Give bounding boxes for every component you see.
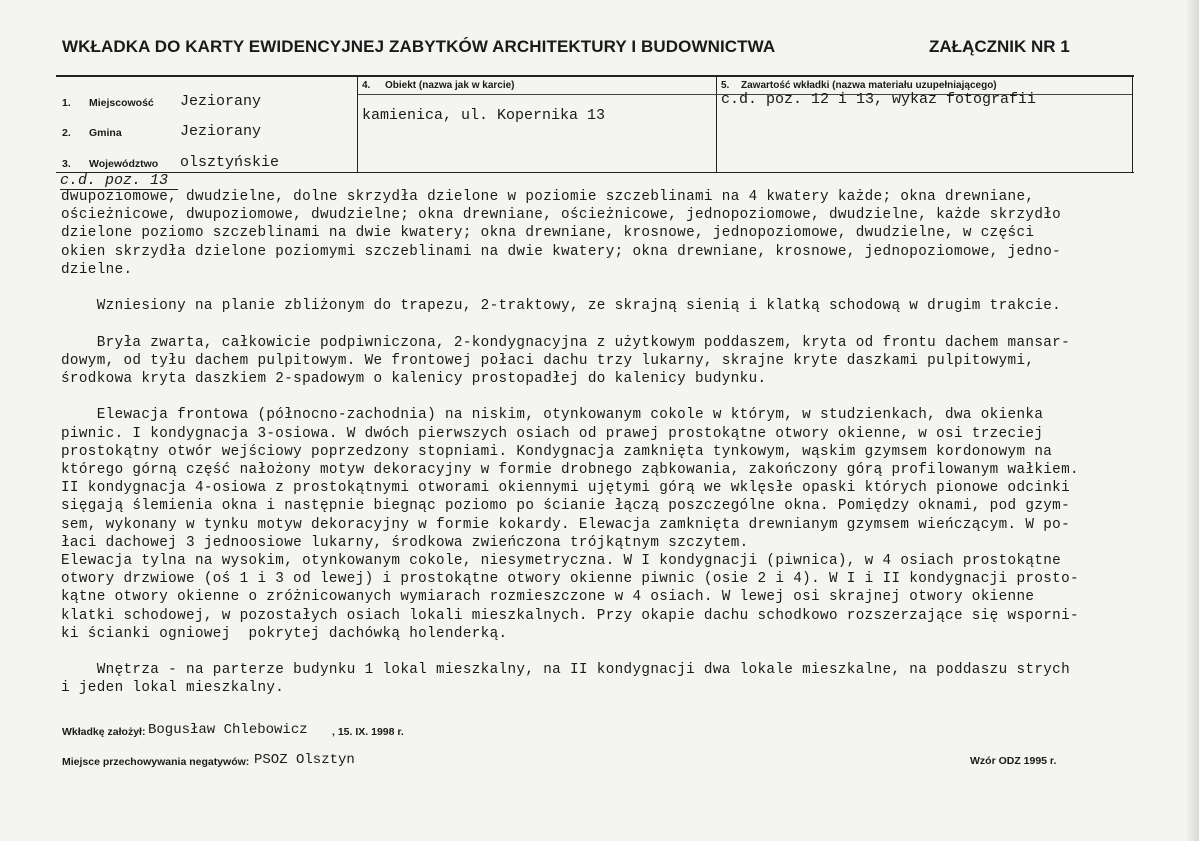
commune-number: 2. (62, 127, 71, 139)
body-line: okien skrzydła dzielone poziomymi szczeblinami na dwie kwatery; okna drewniane, krosnowe, jednopoziomowe, jedno- (61, 243, 1062, 260)
negatives-label: Miejsce przechowywania negatywów: (62, 756, 250, 768)
form-bottom-rule (56, 172, 1134, 173)
form-divider-3 (1132, 76, 1133, 172)
form-divider-1 (357, 76, 358, 172)
body-line: sięgają ślemienia okna i następnie biegnąc poziomo po ścianie łączą poszczególne okna. Pomiędzy oknami, pod gzym- (61, 498, 1071, 515)
body-line: dzielone poziomo szczeblinami na dwie kwatery; okna drewniane, krosnowe, jednopoziomowe, dwudzielne, w części (61, 225, 1035, 242)
object-number: 4. (362, 80, 371, 91)
body-line: Wzniesiony na planie zbliżonym do trapezu, 2-traktowy, ze skrajną sienią i klatką schodową w drugim trakcie. (61, 298, 1062, 315)
locality-label: Miejscowość (89, 97, 154, 109)
annex-label: ZAŁĄCZNIK NR 1 (929, 37, 1070, 56)
page-edge-shadow (1185, 0, 1199, 841)
body-line: którego górną część nałożony motyw dekoracyjny w formie drobnego ząbkowania, zakończony górą profilowanym wałkiem. (61, 462, 1079, 479)
locality-value: Jeziorany (180, 93, 262, 110)
body-line (61, 279, 1136, 297)
body-line: prostokątny otwór wejściowy poprzedzony stopniami. Kondygnacja zamknięta tynkowym, wąskim gzymsem kordonowym na (61, 443, 1053, 460)
body-line (61, 388, 1136, 406)
commune-label: Gmina (89, 127, 122, 139)
body-line: dowym, od tyłu dachem pulpitowym. We frontowej połaci dachu trzy lukarny, skrajne kryte daszkami pulpitowymi, (61, 352, 1035, 369)
body-line: II kondygnacja 4-osiowa z prostokątnymi otworami okiennymi ujętymi górą we wklęsłe opaski których pionowe odcinki (61, 480, 1071, 497)
created-by-value: Bogusław Chlebowicz (148, 722, 308, 738)
contents-label: Zawartość wkładki (nazwa materiału uzupełniającego) (741, 80, 997, 91)
object-value: kamienica, ul. Kopernika 13 (362, 107, 606, 124)
template-label: Wzór ODZ 1995 r. (970, 755, 1057, 767)
body-line: klatki schodowej, w pozostałych osiach lokali mieszkalnych. Przy okapie dachu schodkowo rozszerzające się wsporni- (61, 607, 1079, 624)
object-label: Obiekt (nazwa jak w karcie) (385, 80, 515, 91)
body-line: otwory drzwiowe (oś 1 i 3 od lewej) i prostokątne otwory okienne piwnic (osie 2 i 4). W I i II kondygnacji prosto- (61, 571, 1079, 588)
form-top-rule (56, 75, 1134, 77)
voivodeship-number: 3. (62, 158, 71, 170)
body-line: ościeżnicowe, dwupoziomowe, dwudzielne; okna drewniane, ościeżnicowe, jednopoziomowe, dwudzielne, każde skrzydło (61, 207, 1062, 224)
body-line: ki ścianki ogniowej pokrytej dachówką holenderką. (61, 625, 508, 642)
negatives-value: PSOZ Olsztyn (254, 752, 355, 768)
body-line: dwupoziomowe, dwudzielne, dolne skrzydła dzielone w poziomie szczeblinami na 4 kwatery każde; okna drewniane, (61, 189, 1035, 205)
contents-value: c.d. poz. 12 i 13, wykaz fotografii (721, 91, 1037, 108)
body-line (61, 315, 1136, 333)
body-line: środkowa kryta daszkiem 2-spadowym o kalenicy prostopadłej do kalenicy budynku. (61, 371, 767, 388)
contents-number: 5. (721, 80, 730, 91)
body-line: Elewacja tylna na wysokim, otynkowanym cokole, niesymetryczna. W I kondygnacji (piwnica), w 4 osiach prostokątne (61, 553, 1062, 570)
body-line: sem, wykonany w tynku motyw dekoracyjny w formie kokardy. Elewacja zamknięta drewnianym gzymsem wieńczącym. W po- (61, 516, 1071, 533)
body-line: Elewacja frontowa (północno-zachodnia) na niskim, otynkowanym cokole w którym, w studzienkach, dwa okienka (61, 407, 1044, 424)
body-line: kątne otwory okienne o zróżnicowanych wymiarach rozmieszczone w 4 osiach. W lewej osi skrajnej otwory okienne (61, 589, 1035, 606)
document-title: WKŁADKA DO KARTY EWIDENCYJNEJ ZABYTKÓW ARCHITEKTURY I BUDOWNICTWA (62, 37, 776, 56)
created-by-label: Wkładkę założył: (62, 726, 146, 738)
description-body (61, 188, 1136, 698)
body-line: piwnic. I kondygnacja 3-osiowa. W dwóch pierwszych osiach od prawej prostokątne otwory okienne, w osi trzeciej (61, 425, 1044, 442)
voivodeship-label: Województwo (89, 158, 159, 170)
body-line: dzielne. (61, 261, 133, 278)
body-line: łaci dachowej 3 jednoosiowe lukarny, środkowa zwieńczona trójkątnym szczytem. (61, 534, 749, 551)
form-divider-2 (716, 76, 717, 172)
created-date: , 15. IX. 1998 r. (332, 726, 404, 738)
continuation-note: c.d. poz. 13 (60, 172, 169, 189)
locality-number: 1. (62, 97, 71, 109)
commune-value: Jeziorany (180, 123, 262, 140)
voivodeship-value: olsztyńskie (180, 154, 280, 171)
body-line: Bryła zwarta, całkowicie podpiwniczona, 2-kondygnacyjna z użytkowym poddaszem, kryta od frontu dachem mansar- (61, 334, 1071, 351)
body-line (61, 643, 1136, 661)
body-line: i jeden lokal mieszkalny. (61, 680, 285, 697)
body-line: Wnętrza - na parterze budynku 1 lokal mieszkalny, na II kondygnacji dwa lokale mieszkalne, na poddaszu strych (61, 662, 1071, 679)
